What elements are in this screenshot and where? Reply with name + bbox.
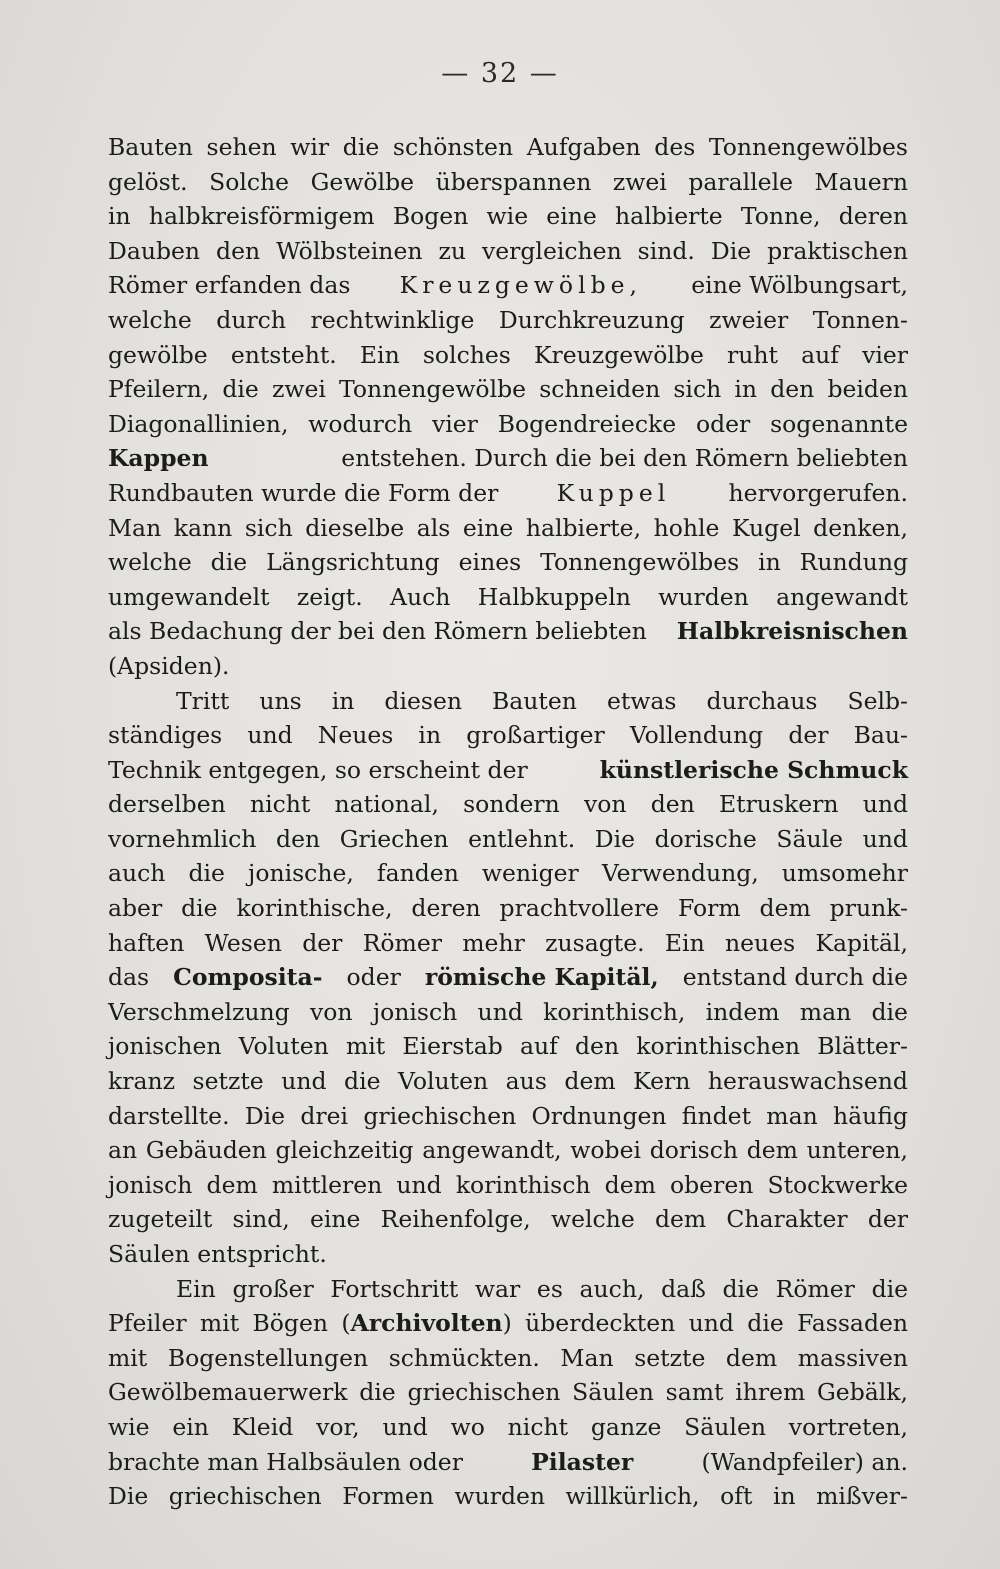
text-line [108,268,908,303]
text-line [108,891,908,926]
bold-term-roemische-kapitael: römische Kapitäl, [424,963,659,992]
line-text: entstand durch die [682,963,908,992]
line-text: zugeteilt sind, eine Reihenfolge, welche dem Charakter der [108,1205,909,1234]
line-text: (Apsiden). [108,651,230,680]
line-text: Säulen entspricht. [108,1240,327,1268]
line-text: Tritt uns in diesen Bauten etwas durchaus Selb- [176,686,908,715]
line-text: als Bedachung der bei den Römern beliebten [108,617,647,646]
line-text: Pfeiler mit Bögen ( [108,1309,351,1338]
line-text: hervorgerufen. [728,478,908,507]
line-text: haften Wesen der Römer mehr zusagte. Ein neues Kapitäl, [108,928,909,957]
bold-term-composita: Composita- [173,963,323,992]
text-line [108,372,908,407]
line-text: jonischen Voluten mit Eierstab auf den korinthischen Blätter- [108,1032,908,1061]
line-text: gelöst. Solche Gewölbe überspannen zwei parallele Mauern [108,167,909,196]
line-text: (Wandpfeiler) an. [701,1447,908,1476]
text-line [108,649,908,684]
text-line [108,1272,908,1307]
line-text: Gewölbemauerwerk die griechischen Säulen samt ihrem Gebälk, [108,1378,908,1407]
text-line [108,234,908,269]
line-text: an Gebäuden gleichzeitig angewandt, wobei dorisch dem unteren, [108,1136,909,1165]
text-line [108,1133,908,1168]
text-line [108,1479,908,1514]
line-text: Verschmelzung von jonisch und korinthisch, indem man die [108,997,908,1026]
line-text: derselben nicht national, sondern von den Etruskern und [108,790,909,819]
bold-term-pilaster: Pilaster [531,1447,634,1476]
text-line [108,165,908,200]
text-line [108,511,908,546]
text-line [108,1064,908,1099]
line-text: gewölbe entsteht. Ein solches Kreuzgewölbe ruht auf vier [108,340,909,369]
text-line [108,441,908,476]
line-text: ständiges und Neues in großartiger Vollendung der Bau- [108,721,908,750]
text-line [108,545,908,580]
line-text: welche die Längsrichtung eines Tonnengewölbes in Rundung [108,548,908,577]
line-text: umgewandelt zeigt. Auch Halbkuppeln wurden angewandt [108,582,908,611]
line-text: Bauten sehen wir die schönsten Aufgaben des Tonnengewölbes [108,133,908,161]
text-line [108,1341,908,1376]
bold-term-kappen: Kappen [108,444,209,473]
line-text: Pfeilern, die zwei Tonnengewölbe schneiden sich in den beiden [108,375,909,404]
text-line [108,580,908,615]
text-line [108,926,908,961]
line-text: brachte man Halbsäulen oder [108,1447,463,1476]
line-text: Rundbauten wurde die Form der [108,478,499,507]
text-line [108,1029,908,1064]
line-text: ) überdeckten und die Fassaden [502,1309,909,1338]
line-text-group [108,1306,908,1341]
text-line [108,1237,908,1272]
text-line [108,1445,908,1480]
text-line [108,130,908,165]
text-line [108,995,908,1030]
line-text: darstellte. Die drei griechischen Ordnungen findet man häufig [108,1101,908,1130]
line-text: Dauben den Wölbsteinen zu vergleichen sind. Die praktischen [108,236,909,265]
line-text: Die griechischen Formen wurden willkürlich, oft in mißver- [108,1482,908,1511]
line-text: eine Wölbungsart, [691,271,908,300]
emphasis-term-kreuzgewoelbe: Kreuzgewölbe, [399,271,643,300]
text-line [108,614,908,649]
line-text: Ein großer Fortschritt war es auch, daß die Römer die [176,1274,909,1303]
line-text: oder [346,963,401,992]
text-line [108,1375,908,1410]
line-text: kranz setzte und die Voluten aus dem Kern herauswachsend [108,1067,908,1096]
line-text: welche durch rechtwinklige Durchkreuzung zweier Tonnen- [108,305,908,334]
text-line [108,1099,908,1134]
text-line [108,303,908,338]
line-text: Diagonallinien, wodurch vier Bogendreiecke oder sogenannte [108,409,908,438]
emphasis-term-kuppel: Kuppel [556,478,671,507]
text-line [108,960,908,995]
text-line [108,1168,908,1203]
text-line [108,787,908,822]
line-text: in halbkreisförmigem Bogen wie eine halbierte Tonne, deren [108,202,908,231]
line-text: aber die korinthische, deren prachtvollere Form dem prunk- [108,894,908,923]
bold-term-archivolten: Archivolten [350,1309,503,1338]
text-line [108,407,908,442]
text-line [108,476,908,511]
body-text [108,130,908,1514]
text-line [108,684,908,719]
line-text: entstehen. Durch die bei den Römern beliebten [341,444,908,473]
line-text: auch die jonische, fanden weniger Verwendung, umsomehr [108,859,908,888]
line-text: Römer erfanden das [108,271,351,300]
line-text: mit Bogenstellungen schmückten. Man setzte dem massiven [108,1343,908,1372]
text-line [108,338,908,373]
bold-term-kuenstlerische-schmuck: künstlerische Schmuck [599,755,908,784]
text-line [108,856,908,891]
text-line [108,1306,908,1341]
bold-term-halbkreisnischen: Halbkreisnischen [676,617,908,646]
line-text: wie ein Kleid vor, und wo nicht ganze Säulen vortreten, [108,1412,909,1441]
line-text: das [108,963,150,992]
line-text: Man kann sich dieselbe als eine halbierte, hohle Kugel denken, [108,513,909,542]
text-line [108,822,908,857]
line-text: vornehmlich den Griechen entlehnt. Die dorische Säule und [108,824,908,853]
text-line [108,718,908,753]
text-line [108,753,908,788]
line-text: Technik entgegen, so erscheint der [108,755,528,784]
line-text: jonisch dem mittleren und korinthisch dem oberen Stockwerke [108,1170,908,1199]
text-line [108,1202,908,1237]
text-line [108,199,908,234]
page-number: — 32 — [441,58,559,89]
text-line [108,1410,908,1445]
